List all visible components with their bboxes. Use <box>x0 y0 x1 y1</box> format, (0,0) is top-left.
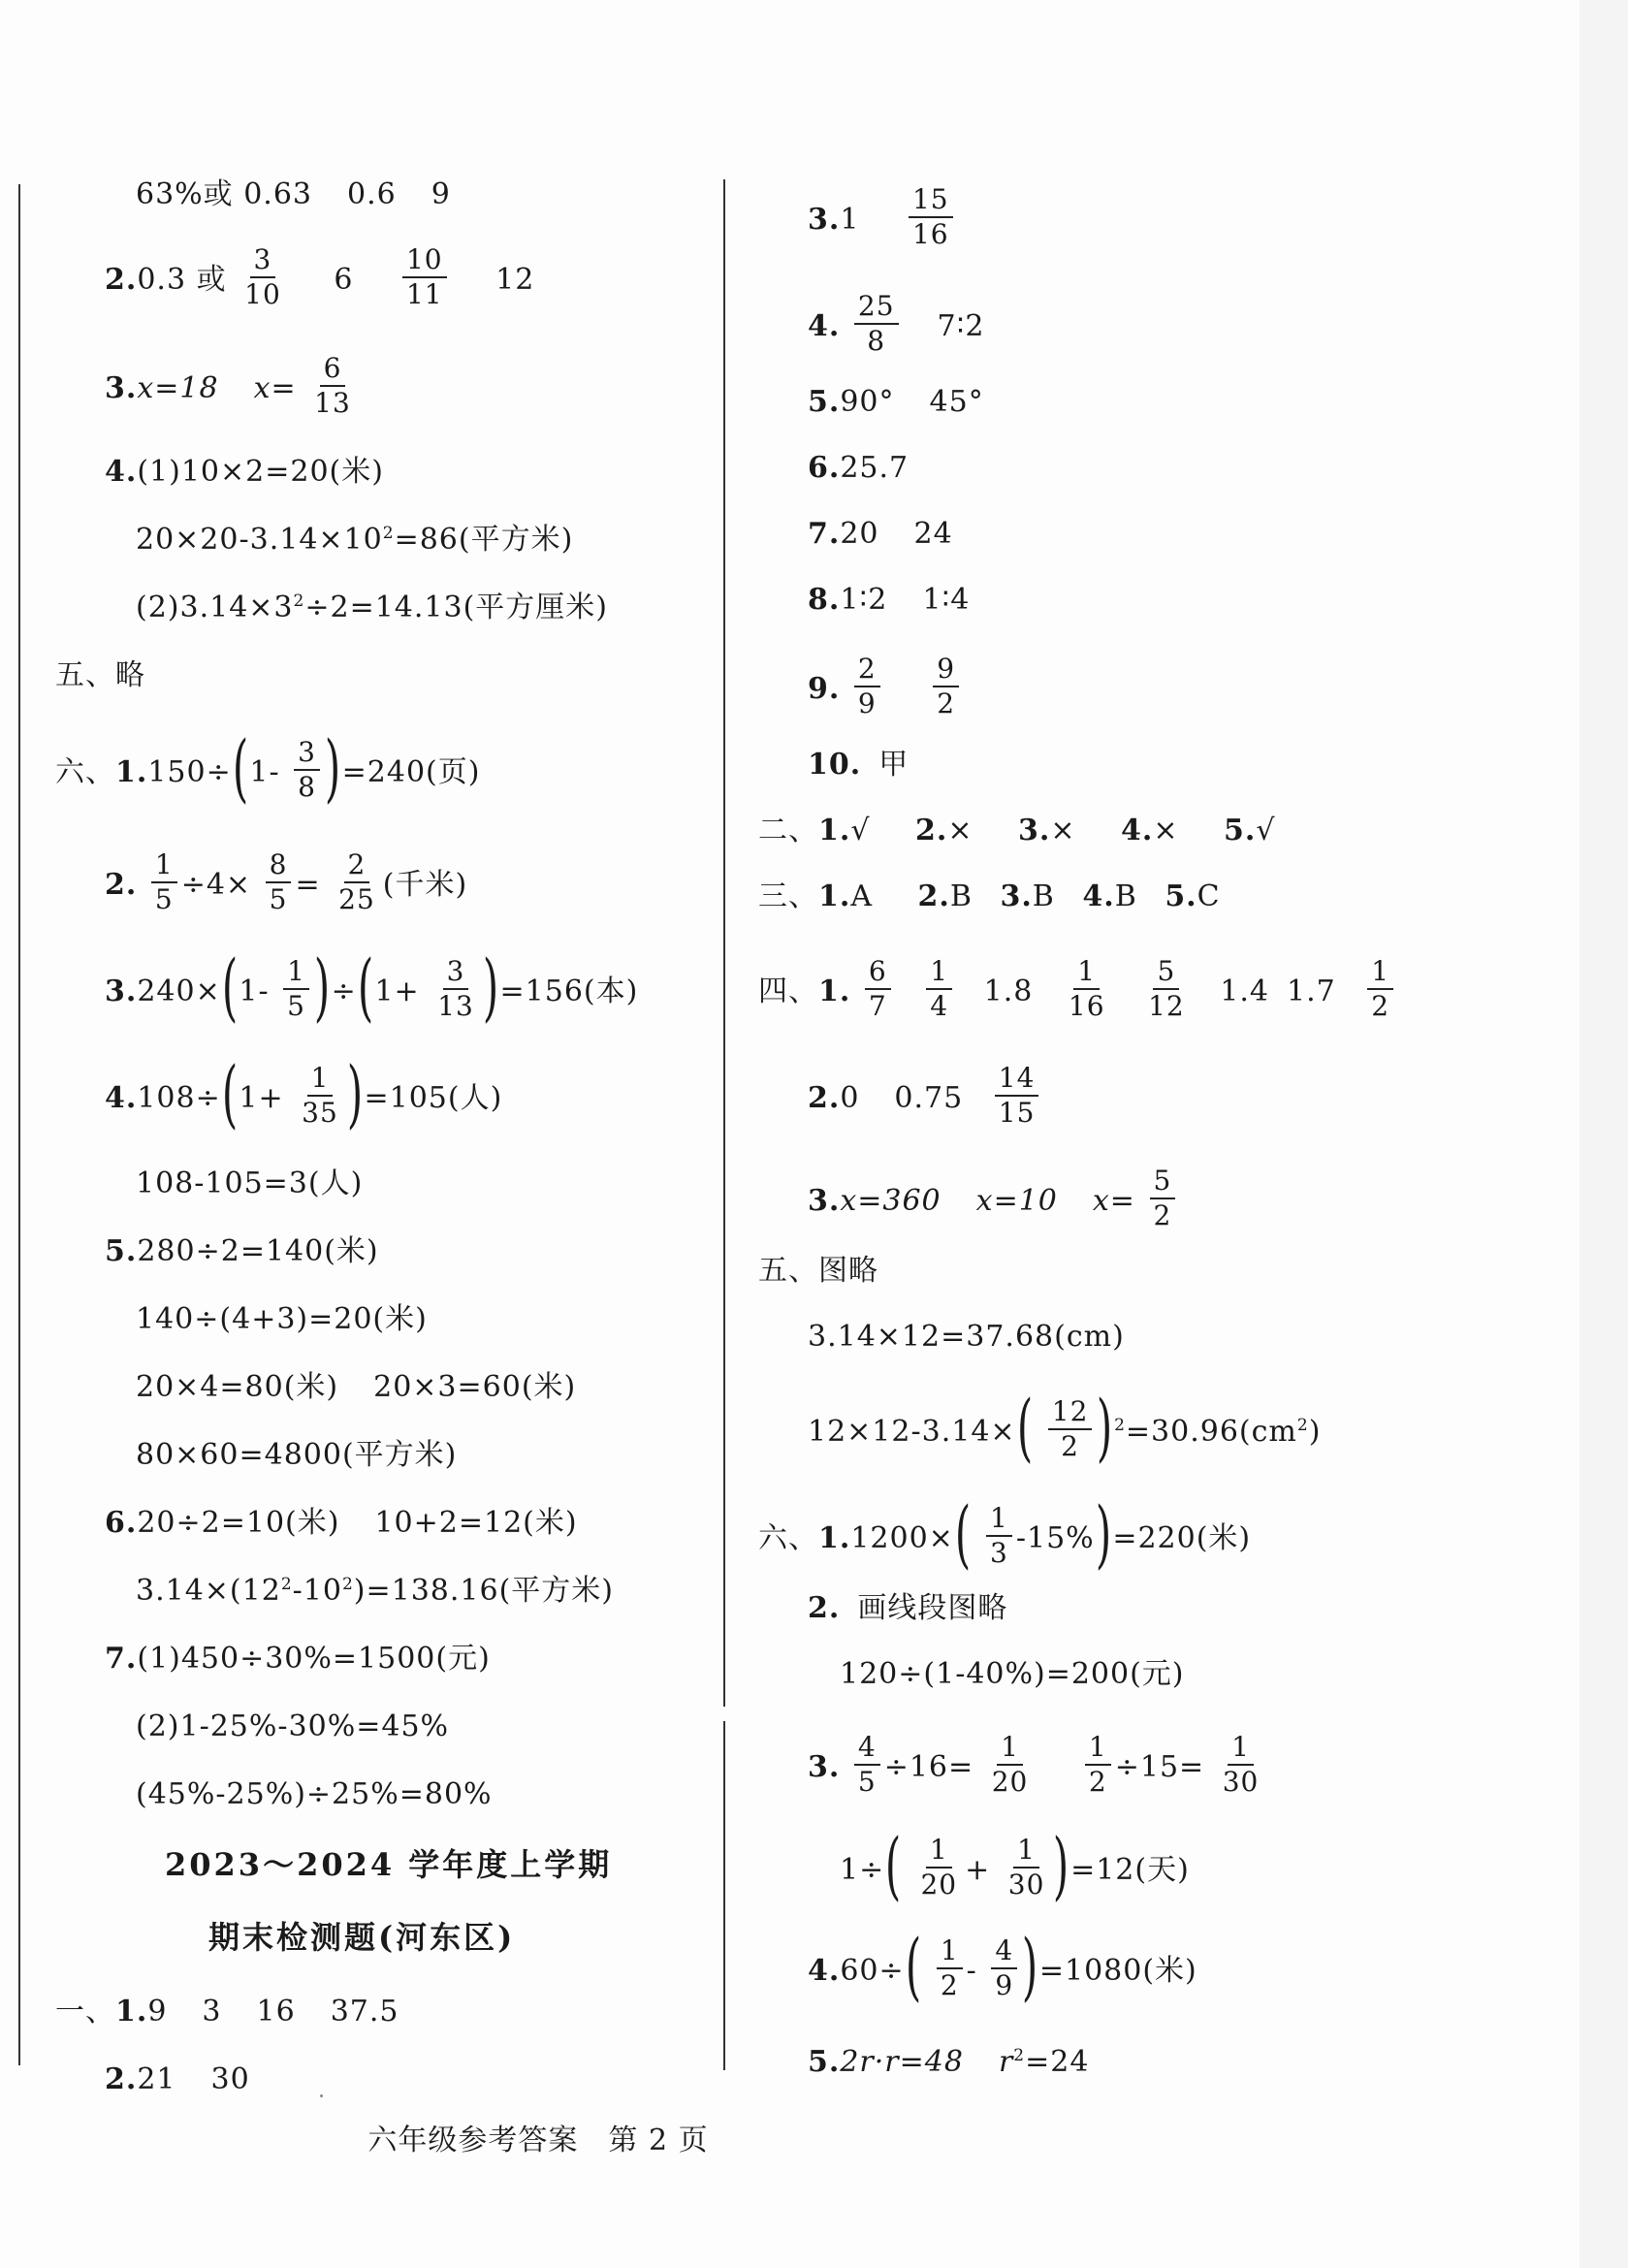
answer-line: 5.280÷2=140(米) <box>105 1234 379 1268</box>
fraction: $\frac{1}{2}$ <box>1085 1734 1111 1796</box>
answer-line: 140÷(4+3)=20(米) <box>136 1302 428 1336</box>
column-divider-upper <box>723 179 725 1707</box>
fraction: $\frac{2}{25}$ <box>338 848 375 915</box>
answer-line: 7.(1)450÷30%=1500(元) <box>105 1642 491 1676</box>
page-footer: 六年级参考答案 第 2 页 <box>367 2124 709 2157</box>
fraction: $\frac{8}{5}$ <box>266 851 292 913</box>
answer-line: 2. $\frac{1}{5}$ ÷4× $\frac{8}{5}$ = $\frac{2}{25}$ (千米) <box>105 848 468 915</box>
answer-line: 8.1∶2 1∶4 <box>808 583 971 617</box>
fraction: $\frac{3}{8}$ <box>294 739 320 801</box>
answer-line: 6.20÷2=10(米) 10+2=12(米) <box>105 1506 578 1540</box>
left-margin-rule <box>18 184 20 2065</box>
answer-line: 4. $\frac{25}{8}$ 7∶2 <box>808 290 985 357</box>
answer-line: $(2)3.14\times 3^2\div 2=14.13$(平方厘米) <box>136 591 608 624</box>
fraction: $\frac{3}{10}$ <box>244 243 281 310</box>
answer-line: 3.x=360 x=10 x= $\frac{5}{2}$ <box>808 1171 1179 1233</box>
answer-line: 63%或 0.63 0.6 9 <box>136 177 451 211</box>
fraction: $\frac{25}{8}$ <box>854 293 899 355</box>
fraction: $\frac{4}{9}$ <box>991 1937 1017 1999</box>
fraction: $\frac{1}{5}$ <box>151 851 177 913</box>
answer-line: 80×60=4800(平方米) <box>136 1438 458 1472</box>
answer-line: $20\times 20-3.14\times 10^2=86$(平方米) <box>136 523 574 557</box>
answer-line: $3.14\times(12^2-10^2)=138.16$(平方米) <box>136 1574 615 1608</box>
answer-line: 3.1 $\frac{15}{16}$ <box>808 190 957 252</box>
fraction: $\frac{1}{2}$ <box>937 1937 963 1999</box>
answer-line: 4.60÷( $\frac{1}{2}$ - $\frac{4}{9}$ )=1080(米) <box>808 1922 1197 2009</box>
answer-line: (45%-25%)÷25%=80% <box>136 1777 493 1811</box>
section-subtitle: 期末检测题(河东区) <box>208 1919 516 1956</box>
fraction: $\frac{15}{16}$ <box>909 186 953 248</box>
fraction: $\frac{1}{2}$ <box>1367 958 1393 1020</box>
answer-line: 7.20 24 <box>808 517 953 551</box>
answer-line: 2.0 0.75 $\frac{14}{15}$ <box>808 1069 1042 1131</box>
fraction: $\frac{1}{20}$ <box>920 1834 958 1901</box>
answer-line: 二、1.√ 2.× 3.× 4.× 5.√ <box>758 814 1276 847</box>
fraction: $\frac{1}{16}$ <box>1068 955 1105 1022</box>
section-heading: 五、图略 <box>758 1254 878 1288</box>
answer-line: 一、1.9 3 16 37.5 <box>55 1995 399 2028</box>
answer-line: 10. 甲 <box>808 748 910 782</box>
answer-line: 四、1. $\frac{6}{7}$ $\frac{1}{4}$ 1.8 $\frac{1}{16}$ $\frac{5}{12}$ 1.4 1.7 $\frac{1}{2}$ <box>758 962 1397 1024</box>
answer-line: 6.25.7 <box>808 451 910 485</box>
answer-line: 3.240×(1- $\frac{1}{5}$ )÷(1+ $\frac{3}{13}$ )=156(本) <box>105 942 639 1030</box>
answer-line: 3.x=18 x= $\frac{6}{13}$ <box>105 359 359 421</box>
answer-line: 4.(1)10×2=20(米) <box>105 455 384 489</box>
fraction: $\frac{6}{7}$ <box>865 958 891 1020</box>
answer-line: 5.90° 45° <box>808 385 984 419</box>
answer-line: 5.2r·r=48 $r^2=24$ <box>808 2045 1090 2079</box>
fraction: $\frac{1}{5}$ <box>283 958 309 1020</box>
fraction: $\frac{5}{2}$ <box>1150 1167 1176 1230</box>
answer-line: 12×12-3.14×( $\frac{12}{2}$ )$^2=30.96(cm^2)$ <box>808 1383 1322 1470</box>
answer-line: 20×4=80(米) 20×3=60(米) <box>136 1370 577 1404</box>
answer-line: (2)1-25%-30%=45% <box>136 1709 450 1743</box>
answer-line: 2.21 30 <box>105 2062 250 2096</box>
fraction: $\frac{5}{12}$ <box>1148 955 1185 1022</box>
fraction: $\frac{6}{13}$ <box>314 352 351 419</box>
answer-line: 2. 画线段图略 <box>808 1591 1008 1625</box>
answer-line: 1÷( $\frac{1}{20}$ + $\frac{1}{30}$ )=12(天) <box>840 1821 1190 1908</box>
answer-line: 三、1.A 2.B 3.B 4.B 5.C <box>758 879 1221 913</box>
answer-line: 3. $\frac{4}{5}$ ÷16= $\frac{1}{20}$ $\frac{1}{2}$ ÷15= $\frac{1}{30}$ <box>808 1738 1266 1800</box>
fraction: $\frac{3}{13}$ <box>437 955 474 1022</box>
section-heading: 五、略 <box>55 658 145 692</box>
fraction: $\frac{12}{2}$ <box>1048 1398 1093 1460</box>
speck <box>320 2094 323 2097</box>
fraction: $\frac{1}{35}$ <box>302 1062 338 1129</box>
answer-line: 108-105=3(人) <box>136 1166 364 1200</box>
answer-line: 9. $\frac{2}{9}$ $\frac{9}{2}$ <box>808 659 963 721</box>
fraction: $\frac{9}{2}$ <box>933 655 959 718</box>
fraction: $\frac{1}{4}$ <box>926 958 952 1020</box>
fraction: $\frac{4}{5}$ <box>854 1734 880 1796</box>
fraction: $\frac{1}{3}$ <box>986 1505 1012 1567</box>
fraction: $\frac{1}{20}$ <box>991 1731 1029 1798</box>
answer-line: 2.0.3 或 $\frac{3}{10}$ 6 $\frac{10}{11}$ 12 <box>105 243 535 310</box>
answer-line: 六、1.150÷(1- $\frac{3}{8}$ )=240(页) <box>55 723 481 811</box>
fraction: $\frac{2}{9}$ <box>854 655 880 718</box>
page-edge-shadow <box>1580 0 1628 2268</box>
answer-line: 3.14×12=37.68(cm) <box>808 1320 1125 1354</box>
answer-line: 六、1.1200×( $\frac{1}{3}$ -15%)=220(米) <box>758 1489 1252 1577</box>
fraction: $\frac{14}{15}$ <box>995 1065 1039 1127</box>
fraction: $\frac{1}{30}$ <box>1007 1834 1045 1901</box>
column-divider-lower <box>723 1721 725 2070</box>
fraction: $\frac{10}{11}$ <box>402 246 447 308</box>
answer-line: 120÷(1-40%)=200(元) <box>840 1657 1185 1691</box>
section-title: 2023～2024 学年度上学期 <box>165 1846 613 1883</box>
fraction: $\frac{1}{30}$ <box>1222 1731 1260 1798</box>
answer-line: 4.108÷(1+ $\frac{1}{35}$ )=105(人) <box>105 1049 503 1136</box>
